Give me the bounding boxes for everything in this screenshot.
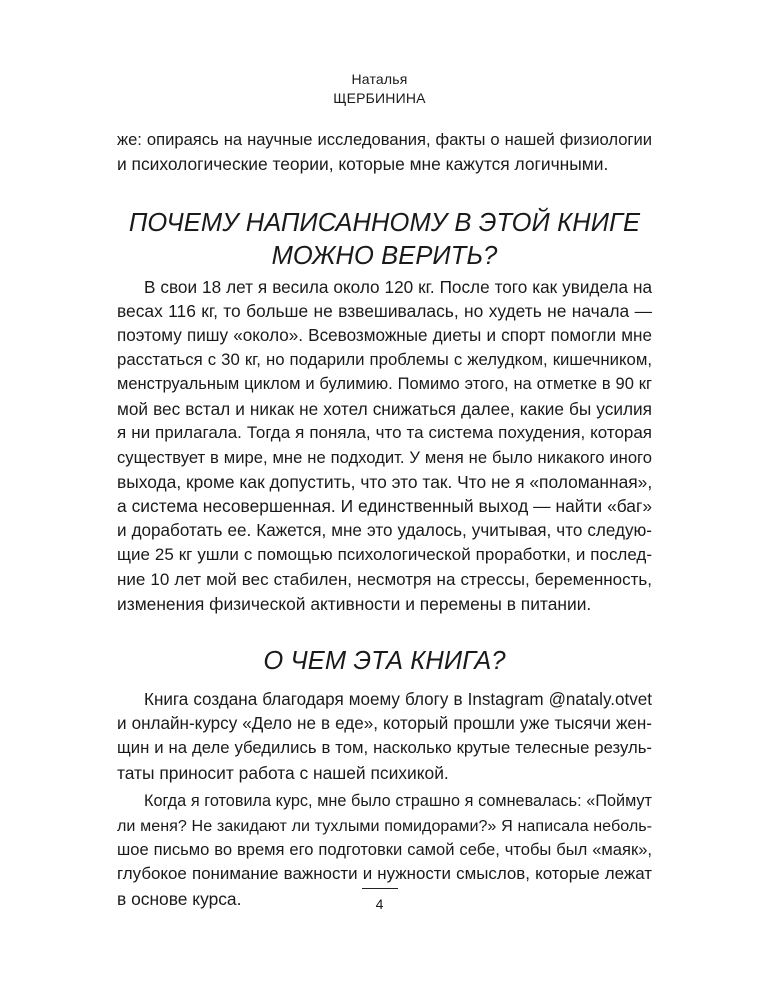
text-line: ние 10 лет мой вес стабилен, несмотря на стрессы, беременность, [117, 569, 652, 589]
text-line: же: опираясь на научные исследования, факты о нашей физиологии [117, 130, 652, 149]
text-line: поэтому пишу «около». Всевозможные диеты и спорт помогли мне [117, 325, 652, 345]
text-line: глубокое понимание важности и нужности смыслов, которые лежат [117, 864, 652, 884]
section2-paragraph-1 [117, 688, 652, 786]
author-last-name: ЩЕРБИНИНА [333, 90, 426, 106]
text-line: в основе курса. [117, 888, 242, 909]
text-line: мой вес встал и никак не хотел снижаться далее, какие бы усилия [117, 398, 652, 419]
text-line: Книга создана благодаря моему блогу в Instagram @nataly.otvet [144, 689, 652, 709]
text-line: изменения физической активности и перемены в питании. [117, 594, 592, 615]
heading-line: МОЖНО ВЕРИТЬ? [271, 241, 498, 270]
intro-paragraph [117, 128, 652, 177]
text-line: В свои 18 лет я весила около 120 кг. После того как увидела на [144, 276, 652, 297]
section-heading-why-trust [117, 207, 652, 273]
text-line: весах 116 кг, то больше не взвешивалась, но худеть не начала — [117, 301, 652, 322]
text-line: щие 25 кг ушли с помощью психологической проработки, и послед- [117, 545, 652, 565]
footer-divider [362, 888, 398, 889]
text-line: я ни прилагала. Тогда я поняла, что та система похудения, которая [117, 423, 652, 443]
text-line: существует в мире, мне не подходит. У меня не было никакого иного [117, 447, 652, 467]
page-body [117, 128, 652, 911]
heading-line: ПОЧЕМУ НАПИСАННОМУ В ЭТОЙ КНИГЕ [128, 208, 641, 237]
section1-paragraph [117, 275, 652, 617]
section-heading-about-book [117, 645, 652, 678]
text-line: и доработать ее. Кажется, мне это удалось, учитывая, что следую- [117, 520, 652, 540]
running-header [0, 70, 759, 108]
text-line: Когда я готовила курс, мне было страшно я сомневалась: «Поймут [144, 792, 652, 811]
text-line: таты приносит работа с нашей психикой. [117, 762, 449, 783]
text-line: и психологические теории, которые мне кажутся логичными. [117, 154, 609, 175]
heading-line: О ЧЕМ ЭТА КНИГА? [263, 646, 506, 675]
page-footer [0, 888, 759, 913]
text-line: выхода, кроме как допустить, что это так. Что не я «поломанная», [117, 472, 653, 493]
text-line: и онлайн-курсу «Дело не в еде», который прошли уже тысячи жен- [117, 713, 652, 733]
text-line: шое письмо во время его подготовки самой себе, чтобы был «маяк», [117, 839, 652, 859]
text-line: менструальным циклом и булимию. Помимо этого, на отметке в 90 кг [117, 375, 652, 394]
text-line: расстаться с 30 кг, но подарили проблемы с желудком, кишечником, [117, 350, 652, 370]
page-number: 4 [375, 896, 384, 912]
text-line: а система несовершенная. И единственный выход — найти «баг» [117, 496, 652, 517]
author-first-name: Наталья [351, 71, 408, 87]
text-line: щин и на деле убедились в том, насколько крутые телесные резуль- [117, 738, 652, 758]
text-line: ли меня? Не закидают ли тухлыми помидорами?» Я написала неболь- [117, 816, 652, 835]
